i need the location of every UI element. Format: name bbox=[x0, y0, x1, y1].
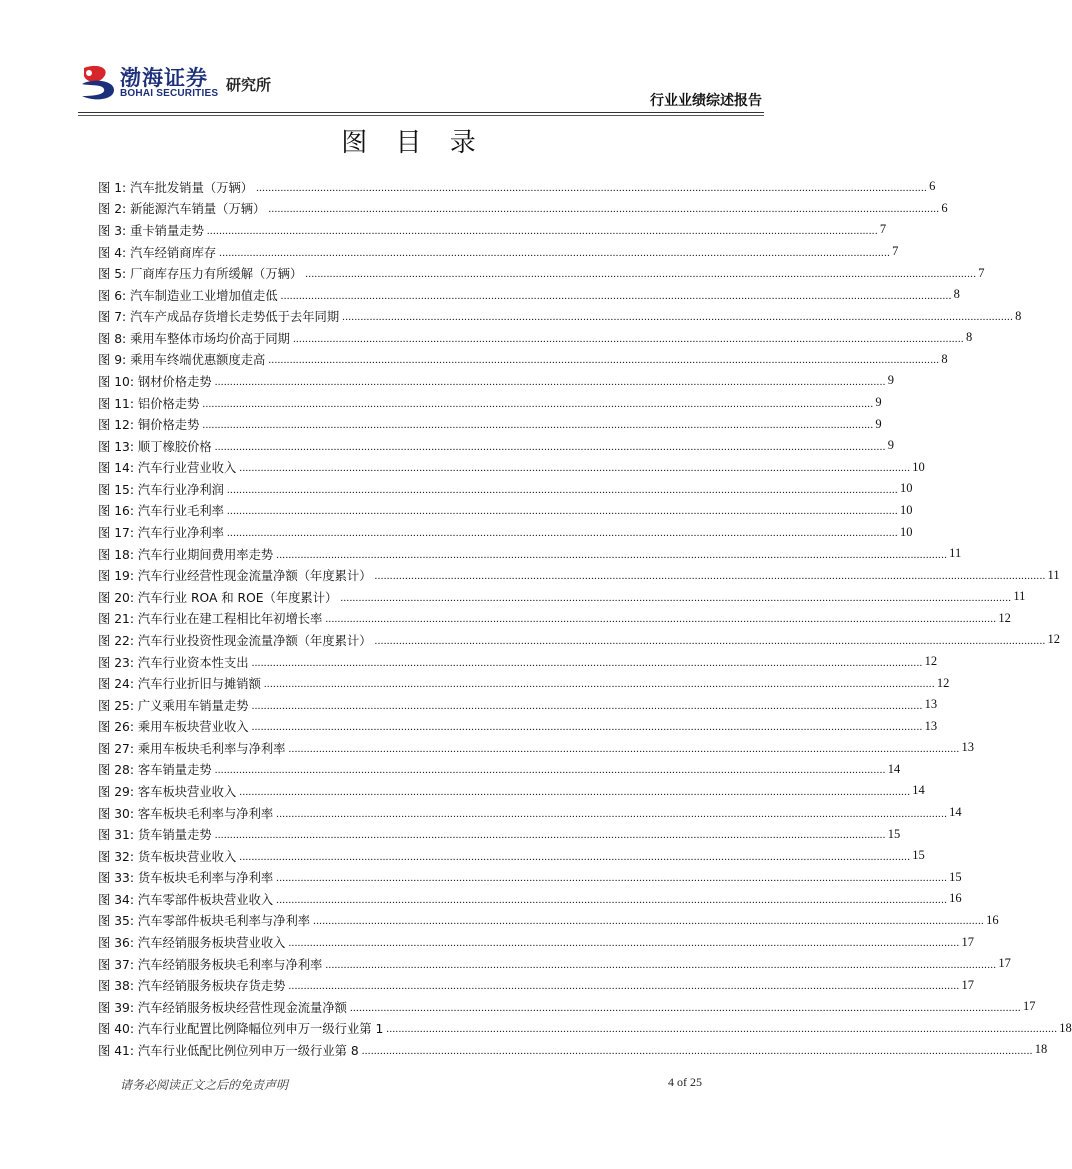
toc-entry-label: 图 6: 汽车制造业工业增加值走低 bbox=[98, 288, 278, 303]
toc-entry-label: 图 4: 汽车经销商库存 bbox=[98, 245, 217, 260]
toc-leader-dots: ............................................................................................................................................................................................................................ bbox=[325, 613, 997, 626]
toc-entry-page: 10 bbox=[899, 524, 913, 539]
toc-leader-dots: ............................................................................................................................................................................................................................ bbox=[361, 1044, 1033, 1057]
table-of-figures bbox=[98, 176, 1072, 1061]
toc-entry[interactable] bbox=[98, 198, 948, 220]
toc-entry-page: 15 bbox=[949, 869, 962, 884]
toc-entry[interactable] bbox=[98, 888, 962, 910]
toc-entry-label: 图 39: 汽车经销服务板块经营性现金流量净额 bbox=[98, 1000, 347, 1015]
toc-entry[interactable] bbox=[98, 845, 925, 867]
toc-entry[interactable] bbox=[98, 305, 1022, 327]
toc-leader-dots: ............................................................................................................................................................................................................................ bbox=[349, 1001, 1021, 1014]
toc-leader-dots: ............................................................................................................................................................................................................................ bbox=[313, 915, 985, 928]
toc-entry-page: 13 bbox=[961, 740, 974, 755]
toc-leader-dots: ............................................................................................................................................................................................................................ bbox=[280, 289, 952, 302]
toc-entry[interactable] bbox=[98, 823, 901, 845]
report-type: 行业业绩综述报告 bbox=[650, 93, 762, 109]
toc-entry-page: 12 bbox=[998, 610, 1011, 625]
toc-entry-page: 17 bbox=[961, 934, 974, 949]
toc-entry-page: 6 bbox=[941, 200, 948, 215]
toc-entry-page: 8 bbox=[1015, 308, 1022, 323]
toc-entry-label: 图 3: 重卡销量走势 bbox=[98, 223, 204, 238]
toc-entry[interactable] bbox=[98, 543, 962, 565]
toc-entry-page: 8 bbox=[941, 351, 948, 366]
brand-name-en: BOHAI SECURITIES bbox=[120, 88, 219, 99]
toc-entry-page: 6 bbox=[929, 179, 936, 194]
toc-entry[interactable] bbox=[98, 737, 974, 759]
toc-entry-label: 图 31: 货车销量走势 bbox=[98, 828, 212, 843]
toc-entry[interactable] bbox=[98, 262, 985, 284]
toc-entry-label: 图 28: 客车销量走势 bbox=[98, 763, 212, 778]
toc-entry-page: 12 bbox=[936, 675, 950, 690]
toc-entry[interactable] bbox=[98, 715, 938, 737]
toc-entry-page: 7 bbox=[879, 222, 887, 237]
toc-entry-label: 图 26: 乘用车板块营业收入 bbox=[98, 720, 249, 735]
toc-leader-dots: ............................................................................................................................................................................................................................ bbox=[214, 764, 886, 777]
toc-entry-label: 图 30: 客车板块毛利率与净利率 bbox=[98, 806, 274, 821]
toc-entry-page: 13 bbox=[924, 697, 938, 712]
toc-leader-dots: ............................................................................................................................................................................................................................ bbox=[276, 548, 948, 561]
toc-leader-dots: ............................................................................................................................................................................................................................ bbox=[239, 785, 911, 798]
toc-entry-label: 图 1: 汽车批发销量（万辆） bbox=[98, 180, 254, 195]
toc-entry[interactable] bbox=[98, 996, 1036, 1018]
toc-entry[interactable] bbox=[98, 176, 936, 198]
toc-leader-dots: ............................................................................................................................................................................................................................ bbox=[214, 829, 886, 842]
toc-entry-page: 10 bbox=[899, 502, 913, 517]
toc-entry-label: 图 11: 铝价格走势 bbox=[98, 396, 200, 411]
toc-entry[interactable] bbox=[98, 974, 974, 996]
toc-entry-label: 图 23: 汽车行业资本性支出 bbox=[98, 655, 249, 670]
toc-entry[interactable] bbox=[98, 910, 999, 932]
toc-entry-page: 15 bbox=[912, 848, 925, 863]
toc-entry-page: 10 bbox=[912, 459, 925, 474]
toc-leader-dots: ............................................................................................................................................................................................................................ bbox=[256, 181, 928, 194]
toc-entry[interactable] bbox=[98, 241, 899, 263]
footer-disclaimer: 请务必阅读正文之后的免责声明 bbox=[120, 1078, 289, 1092]
toc-leader-dots: ............................................................................................................................................................................................................................ bbox=[214, 375, 886, 388]
toc-leader-dots: ............................................................................................................................................................................................................................ bbox=[226, 505, 898, 518]
toc-leader-dots: ............................................................................................................................................................................................................................ bbox=[202, 397, 874, 410]
toc-entry[interactable] bbox=[98, 521, 913, 543]
toc-leader-dots: ............................................................................................................................................................................................................................ bbox=[268, 203, 940, 216]
toc-entry-page: 9 bbox=[887, 373, 894, 388]
toc-entry[interactable] bbox=[98, 780, 925, 802]
header-rule-thick bbox=[78, 112, 764, 113]
toc-entry[interactable] bbox=[98, 435, 894, 457]
toc-entry-page: 8 bbox=[953, 287, 960, 302]
toc-entry[interactable] bbox=[98, 802, 962, 824]
toc-entry[interactable] bbox=[98, 219, 887, 241]
toc-entry-page: 18 bbox=[1059, 1020, 1072, 1035]
toc-leader-dots: ............................................................................................................................................................................................................................ bbox=[251, 699, 923, 712]
toc-leader-dots: ............................................................................................................................................................................................................................ bbox=[288, 742, 960, 755]
toc-leader-dots: ............................................................................................................................................................................................................................ bbox=[340, 591, 1012, 604]
toc-entry-page: 14 bbox=[949, 805, 962, 820]
toc-entry-page: 17 bbox=[998, 956, 1011, 971]
toc-entry[interactable] bbox=[98, 608, 1011, 630]
toc-leader-dots: ............................................................................................................................................................................................................................ bbox=[342, 311, 1014, 324]
footer-page-number: 4 of 25 bbox=[668, 1075, 702, 1089]
toc-entry[interactable] bbox=[98, 392, 882, 414]
toc-entry-page: 17 bbox=[961, 977, 974, 992]
toc-entry-label: 图 17: 汽车行业净利率 bbox=[98, 526, 224, 541]
toc-entry-label: 图 14: 汽车行业营业收入 bbox=[98, 461, 237, 476]
toc-entry[interactable] bbox=[98, 370, 894, 392]
toc-entry-label: 图 10: 钢材价格走势 bbox=[98, 374, 212, 389]
toc-leader-dots: ............................................................................................................................................................................................................................ bbox=[386, 1023, 1058, 1036]
toc-leader-dots: ............................................................................................................................................................................................................................ bbox=[251, 721, 923, 734]
page-title: 图 目 录 bbox=[341, 128, 486, 158]
toc-entry-label: 图 5: 厂商库存压力有所缓解（万辆） bbox=[98, 267, 303, 282]
toc-entry-label: 图 9: 乘用车终端优惠额度走高 bbox=[98, 353, 266, 368]
toc-leader-dots: ............................................................................................................................................................................................................................ bbox=[219, 246, 891, 259]
toc-entry-label: 图 24: 汽车行业折旧与摊销额 bbox=[98, 677, 261, 692]
toc-entry[interactable] bbox=[98, 500, 913, 522]
toc-leader-dots: ............................................................................................................................................................................................................................ bbox=[226, 527, 898, 540]
toc-entry-label: 图 32: 货车板块营业收入 bbox=[98, 849, 237, 864]
toc-entry-label: 图 19: 汽车行业经营性现金流量净额（年度累计） bbox=[98, 569, 372, 584]
toc-entry[interactable] bbox=[98, 349, 948, 371]
toc-entry-page: 18 bbox=[1034, 1042, 1048, 1057]
toc-entry-label: 图 36: 汽车经销服务板块营业收入 bbox=[98, 936, 286, 951]
toc-leader-dots: ............................................................................................................................................................................................................................ bbox=[292, 332, 964, 345]
toc-entry[interactable] bbox=[98, 478, 913, 500]
toc-entry[interactable] bbox=[98, 694, 938, 716]
toc-entry[interactable] bbox=[98, 759, 901, 781]
toc-entry-label: 图 2: 新能源汽车销量（万辆） bbox=[98, 202, 266, 217]
toc-entry-label: 图 35: 汽车零部件板块毛利率与净利率 bbox=[98, 914, 311, 929]
toc-entry-page: 12 bbox=[924, 654, 938, 668]
toc-entry-label: 图 20: 汽车行业 ROA 和 ROE（年度累计） bbox=[98, 590, 338, 605]
toc-entry-label: 图 33: 货车板块毛利率与净利率 bbox=[98, 871, 274, 886]
toc-entry[interactable] bbox=[98, 1039, 1048, 1061]
toc-entry[interactable] bbox=[98, 931, 974, 953]
toc-leader-dots: ............................................................................................................................................................................................................................ bbox=[288, 980, 960, 993]
header-rule-thin bbox=[78, 115, 764, 116]
toc-leader-dots: ............................................................................................................................................................................................................................ bbox=[305, 268, 977, 281]
toc-leader-dots: ............................................................................................................................................................................................................................ bbox=[251, 656, 923, 669]
toc-leader-dots: ............................................................................................................................................................................................................................ bbox=[226, 483, 898, 496]
toc-entry-label: 图 29: 客车板块营业收入 bbox=[98, 784, 237, 799]
toc-leader-dots: ............................................................................................................................................................................................................................ bbox=[276, 807, 948, 820]
toc-entry[interactable] bbox=[98, 457, 925, 479]
toc-entry-label: 图 34: 汽车零部件板块营业收入 bbox=[98, 892, 274, 907]
toc-entry-page: 14 bbox=[887, 761, 901, 776]
toc-leader-dots: ............................................................................................................................................................................................................................ bbox=[325, 958, 997, 971]
toc-entry[interactable] bbox=[98, 651, 938, 673]
toc-entry-page: 11 bbox=[1047, 567, 1060, 582]
toc-entry-page: 9 bbox=[875, 416, 882, 431]
toc-entry[interactable] bbox=[98, 1018, 1072, 1040]
toc-entry-label: 图 12: 铜价格走势 bbox=[98, 418, 200, 433]
toc-entry-page: 8 bbox=[965, 330, 973, 345]
toc-entry[interactable] bbox=[98, 672, 950, 694]
toc-entry[interactable] bbox=[98, 327, 973, 349]
toc-entry-page: 17 bbox=[1022, 999, 1036, 1014]
toc-leader-dots: ............................................................................................................................................................................................................................ bbox=[202, 419, 874, 432]
toc-entry[interactable] bbox=[98, 629, 1061, 651]
toc-leader-dots: ............................................................................................................................................................................................................................ bbox=[288, 937, 960, 950]
toc-leader-dots: ............................................................................................................................................................................................................................ bbox=[239, 462, 911, 475]
toc-entry-label: 图 40: 汽车行业配置比例降幅位列申万一级行业第 1 bbox=[98, 1022, 384, 1037]
toc-entry-page: 11 bbox=[949, 546, 962, 561]
toc-entry-label: 图 21: 汽车行业在建工程相比年初增长率 bbox=[98, 612, 323, 627]
toc-leader-dots: ............................................................................................................................................................................................................................ bbox=[374, 634, 1046, 647]
toc-entry[interactable] bbox=[98, 413, 882, 435]
toc-leader-dots: ............................................................................................................................................................................................................................ bbox=[268, 354, 940, 367]
institute-label: 研究所 bbox=[226, 76, 272, 94]
toc-entry[interactable] bbox=[98, 953, 1011, 975]
toc-entry-page: 9 bbox=[887, 438, 894, 453]
toc-leader-dots: ............................................................................................................................................................................................................................ bbox=[276, 872, 948, 885]
toc-entry-label: 图 15: 汽车行业净利润 bbox=[98, 482, 224, 497]
brand-name-cn: 渤海证券 bbox=[120, 66, 208, 90]
page-header bbox=[78, 60, 762, 112]
toc-entry-label: 图 7: 汽车产成品存货增长走势低于去年同期 bbox=[98, 310, 340, 325]
toc-entry-label: 图 41: 汽车行业低配比例位列申万一级行业第 8 bbox=[98, 1043, 359, 1058]
toc-entry-page: 10 bbox=[899, 481, 913, 496]
toc-entry-page: 13 bbox=[924, 718, 938, 733]
toc-entry-page: 12 bbox=[1047, 632, 1061, 647]
bohai-logo-icon bbox=[78, 62, 118, 102]
toc-entry-label: 图 13: 顺丁橡胶价格 bbox=[98, 439, 212, 454]
toc-leader-dots: ............................................................................................................................................................................................................................ bbox=[263, 678, 935, 691]
toc-entry-page: 16 bbox=[986, 912, 999, 927]
toc-entry-page: 16 bbox=[949, 891, 962, 906]
toc-entry-page: 7 bbox=[892, 244, 899, 259]
toc-entry-label: 图 25: 广义乘用车销量走势 bbox=[98, 698, 249, 713]
toc-entry[interactable] bbox=[98, 586, 1026, 608]
toc-entry-label: 图 38: 汽车经销服务板块存货走势 bbox=[98, 979, 286, 994]
toc-entry-label: 图 22: 汽车行业投资性现金流量净额（年度累计） bbox=[98, 633, 372, 648]
toc-leader-dots: ............................................................................................................................................................................................................................ bbox=[276, 893, 948, 906]
toc-entry[interactable] bbox=[98, 564, 1060, 586]
toc-entry[interactable] bbox=[98, 867, 962, 889]
toc-leader-dots: ............................................................................................................................................................................................................................ bbox=[214, 440, 886, 453]
toc-entry-page: 14 bbox=[912, 783, 925, 798]
toc-entry-label: 图 16: 汽车行业毛利率 bbox=[98, 504, 224, 519]
toc-leader-dots: ............................................................................................................................................................................................................................ bbox=[239, 850, 911, 863]
toc-entry-page: 9 bbox=[875, 395, 882, 410]
toc-entry-label: 图 27: 乘用车板块毛利率与净利率 bbox=[98, 741, 286, 756]
toc-entry-label: 图 18: 汽车行业期间费用率走势 bbox=[98, 547, 274, 562]
toc-entry-label: 图 37: 汽车经销服务板块毛利率与净利率 bbox=[98, 957, 323, 972]
toc-entry-page: 7 bbox=[978, 265, 985, 280]
toc-entry-page: 11 bbox=[1013, 589, 1026, 604]
toc-entry[interactable] bbox=[98, 284, 960, 306]
toc-leader-dots: ............................................................................................................................................................................................................................ bbox=[206, 224, 878, 237]
toc-leader-dots: ............................................................................................................................................................................................................................ bbox=[374, 570, 1046, 583]
toc-entry-page: 15 bbox=[887, 826, 901, 841]
toc-entry-label: 图 8: 乘用车整体市场均价高于同期 bbox=[98, 331, 290, 346]
